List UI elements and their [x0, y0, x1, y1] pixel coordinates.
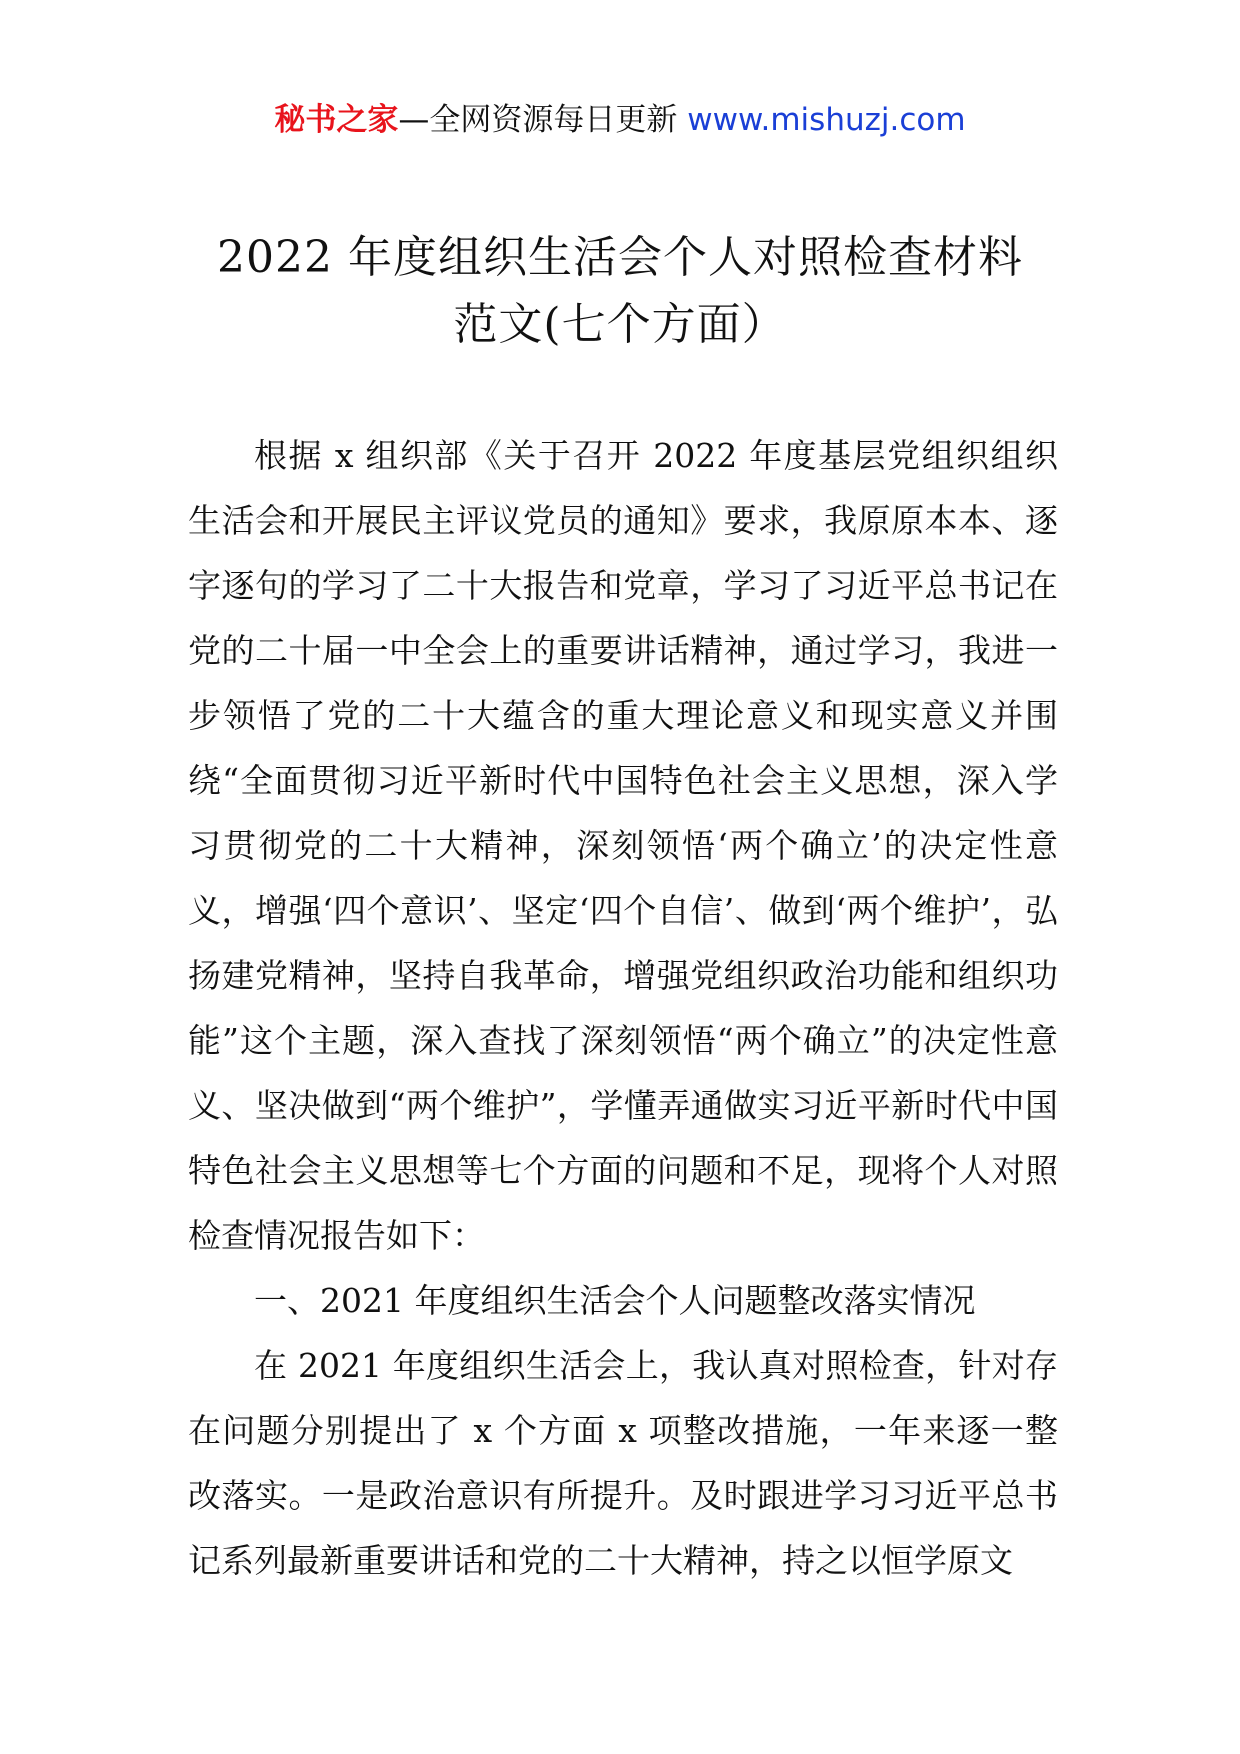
brand-slogan: —全网资源每日更新 [398, 102, 678, 138]
site-banner [0, 100, 1240, 140]
title-line-1: 2022 年度组织生活会个人对照检查材料 [217, 232, 1023, 283]
document-body [188, 423, 1058, 1593]
section-heading-1: 一、2021 年度组织生活会个人问题整改落实情况 [254, 1281, 976, 1320]
document-title [160, 224, 1080, 358]
paragraph-intro: 根据 x 组织部《关于召开 2022 年度基层党组织组织生活会和开展民主评议党员的通知》要求，我原原本本、逐字逐句的学习了二十大报告和党章，学习了习近平总书记在党的二十届一中全会上的重要讲话精神，通过学习，我进一步领悟了党的二十大蕴含的重大理论意义和现实意义并围绕“全面贯彻习近平新时代中国特色社会主义思想，深入学习贯彻党的二十大精神，深刻领悟‘两个确立’的决定性意义，增强‘四个意识’、坚定‘四个自信’、做到‘两个维护’，弘扬建党精神，坚持自我革命，增强党组织政治功能和组织功能”这个主题，深入查找了深刻领悟“两个确立”的决定性意义、坚决做到“两个维护”，学懂弄通做实习近平新时代中国特色社会主义思想等七个方面的问题和不足，现将个人对照检查情况报告如下： [188, 436, 1058, 1255]
brand-name: 秘书之家 [274, 102, 399, 138]
site-url-link[interactable]: www.mishuzj.com [687, 102, 966, 138]
title-line-2: 范文(七个方面） [453, 299, 787, 350]
paragraph-section-1: 在 2021 年度组织生活会上，我认真对照检查，针对存在问题分别提出了 x 个方面 x 项整改措施，一年来逐一整改落实。一是政治意识有所提升。及时跟进学习习近平总书记系列最新重要讲话和党的二十大精神，持之以恒学原文 [188, 1346, 1058, 1580]
